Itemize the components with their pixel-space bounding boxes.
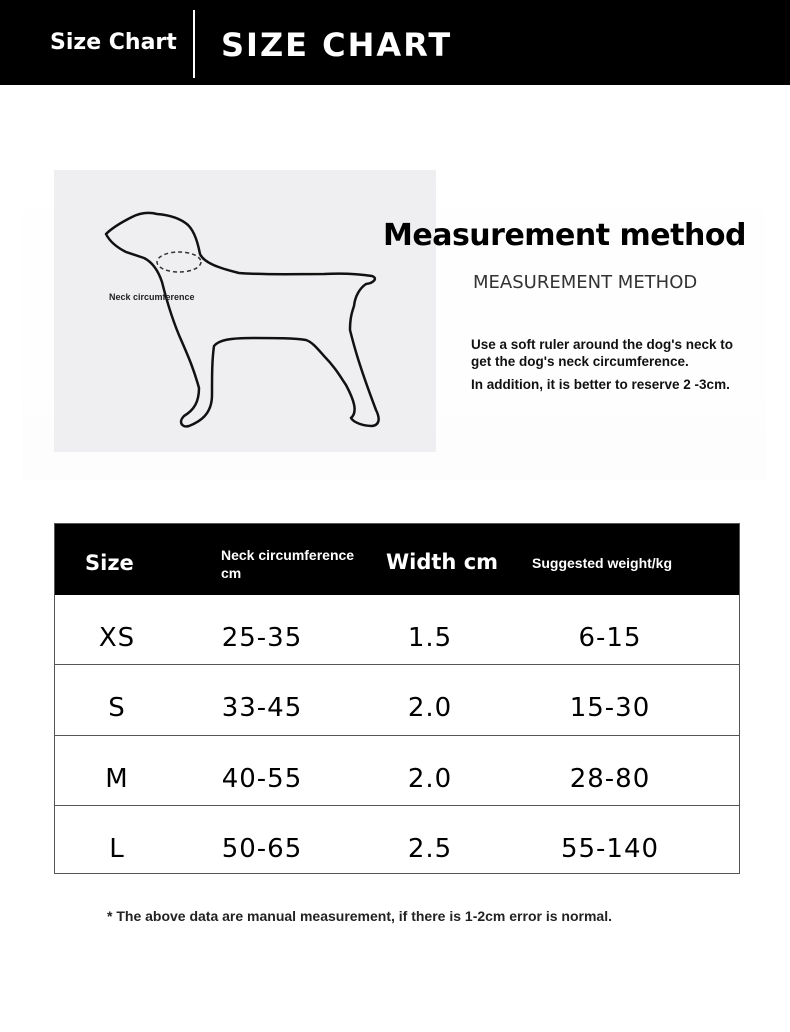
- cell-neck: 50-65: [221, 834, 303, 864]
- dog-illustration-panel: [54, 170, 436, 452]
- instruction-text: Use a soft ruler around the dog's neck to get the dog's neck circumference.: [471, 337, 734, 369]
- measurement-method-subtitle: MEASUREMENT METHOD: [473, 272, 698, 293]
- measurement-method-title: Measurement method: [383, 218, 746, 253]
- cell-width: 1.5: [407, 623, 453, 653]
- instruction-text-reserve: In addition, it is better to reserve 2 -3cm.: [471, 377, 730, 392]
- header-weight: Suggested weight/kg: [532, 555, 673, 571]
- table-row: [55, 805, 739, 875]
- cell-neck: 40-55: [221, 764, 303, 794]
- size-table: [54, 523, 740, 874]
- cell-neck: 25-35: [221, 623, 303, 653]
- measurement-instructions: [471, 336, 741, 393]
- footnote: * The above data are manual measurement, if there is 1-2cm error is normal.: [107, 908, 612, 924]
- cell-weight: 28-80: [569, 764, 651, 794]
- table-row: [55, 735, 739, 805]
- neck-circumference-label: Neck circumference: [109, 292, 195, 302]
- table-header-row: [55, 524, 739, 595]
- cell-size: L: [109, 834, 125, 864]
- cell-weight: 15-30: [569, 693, 651, 723]
- cell-weight: 6-15: [578, 623, 642, 653]
- header-left-title: Size Chart: [50, 30, 177, 55]
- header-neck: Neck circumference cm: [221, 547, 355, 581]
- header-bar: [0, 0, 790, 85]
- header-divider: [193, 10, 195, 78]
- cell-weight: 55-140: [560, 834, 660, 864]
- header-right-title: SIZE CHART: [221, 26, 453, 64]
- cell-size: S: [108, 693, 126, 723]
- header-width: Width cm: [386, 550, 499, 574]
- cell-size: M: [105, 764, 129, 794]
- cell-size: XS: [98, 623, 136, 653]
- dog-outline-icon: [54, 170, 436, 452]
- cell-width: 2.5: [407, 834, 453, 864]
- cell-width: 2.0: [407, 764, 453, 794]
- table-row: [55, 595, 739, 665]
- table-row: [55, 664, 739, 734]
- cell-neck: 33-45: [221, 693, 303, 723]
- cell-width: 2.0: [407, 693, 453, 723]
- header-size: Size: [85, 551, 134, 575]
